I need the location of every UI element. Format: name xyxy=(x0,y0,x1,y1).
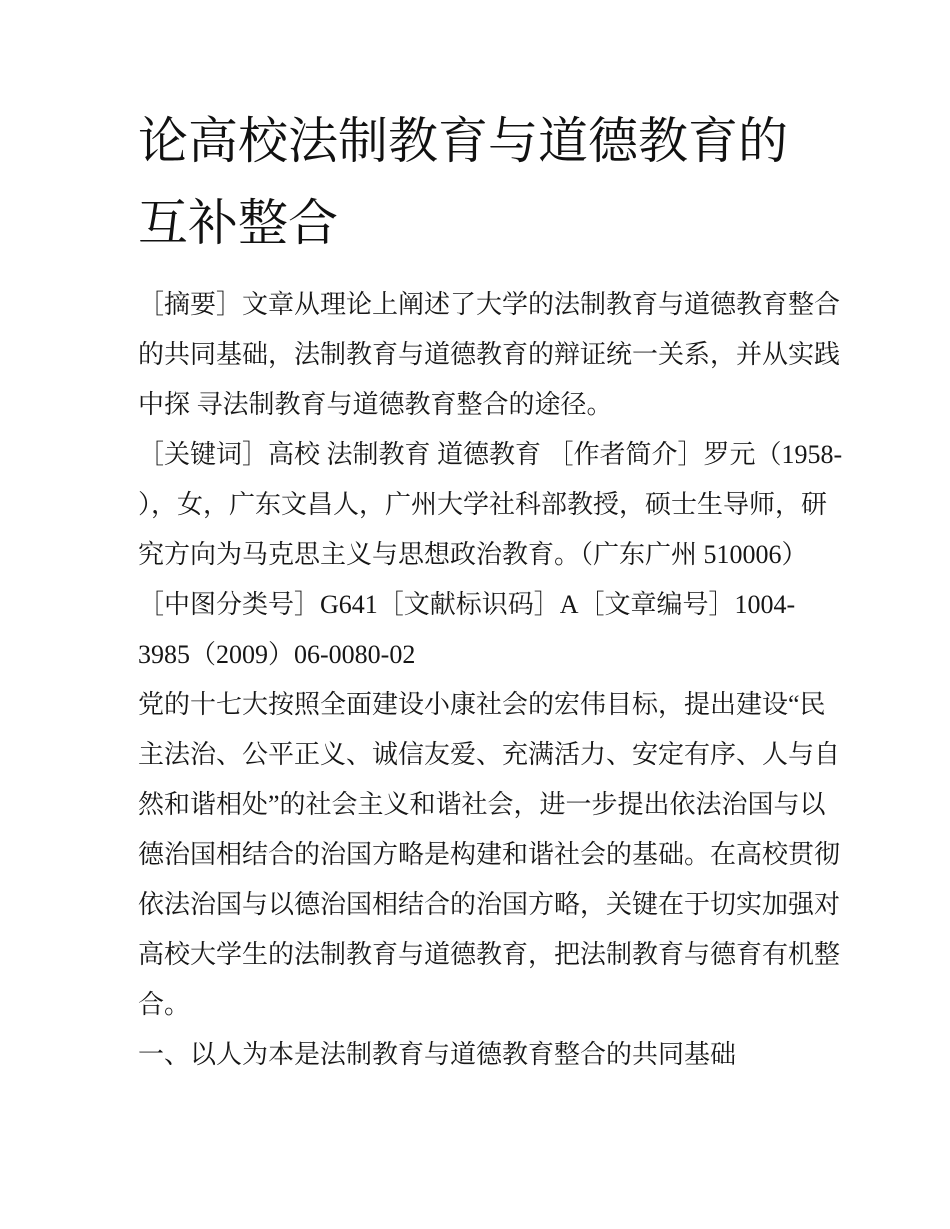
text-line: ［关键词］高校 法制教育 道德教育 ［作者简介］罗元（1958- xyxy=(138,440,843,469)
document-body xyxy=(138,280,843,1080)
text-line: 一、以人为本是法制教育与道德教育整合的共同基础 xyxy=(138,1040,737,1069)
text-line: 高校大学生的法制教育与道德教育，把法制教育与德育有机整 xyxy=(138,940,841,969)
text-line: 然和谐相处”的社会主义和谐社会，进一步提出依法治国与以 xyxy=(138,790,826,819)
text-line: 主法治、公平正义、诚信友爱、充满活力、安定有序、人与自 xyxy=(138,740,841,769)
classification-paragraph xyxy=(138,580,830,680)
text-line: 3985（2009）06-0080-02 xyxy=(138,640,416,669)
text-line: 德治国相结合的治国方略是构建和谐社会的基础。在高校贯彻 xyxy=(138,840,841,869)
text-line: 依法治国与以德治国相结合的治国方略，关键在于切实加强对 xyxy=(138,890,841,919)
page-title xyxy=(138,100,830,264)
text-line: 的共同基础，法制教育与道德教育的辩证统一关系，并从实践 xyxy=(138,340,841,369)
text-line: ［摘要］文章从理论上阐述了大学的法制教育与道德教育整合 xyxy=(138,290,841,319)
abstract-paragraph xyxy=(138,280,841,430)
section-heading xyxy=(138,1030,830,1080)
intro-paragraph xyxy=(138,680,841,1030)
document-content xyxy=(138,0,843,1080)
text-line: 中探 寻法制教育与道德教育整合的途径。 xyxy=(138,390,613,419)
title-line: 论高校法制教育与道德教育的 xyxy=(138,113,788,169)
text-line: ［中图分类号］G641［文献标识码］A［文章编号］1004- xyxy=(138,590,796,619)
text-line: ），女，广东文昌人，广州大学社科部教授，硕士生导师，研 xyxy=(138,490,828,519)
text-line: 党的十七大按照全面建设小康社会的宏伟目标，提出建设“民 xyxy=(138,690,826,719)
keywords-author-paragraph xyxy=(138,430,843,580)
text-line: 究方向为马克思主义与思想政治教育。（广东广州 510006） xyxy=(138,540,808,569)
title-line: 互补整合 xyxy=(138,195,338,251)
text-line: 合。 xyxy=(138,990,191,1019)
